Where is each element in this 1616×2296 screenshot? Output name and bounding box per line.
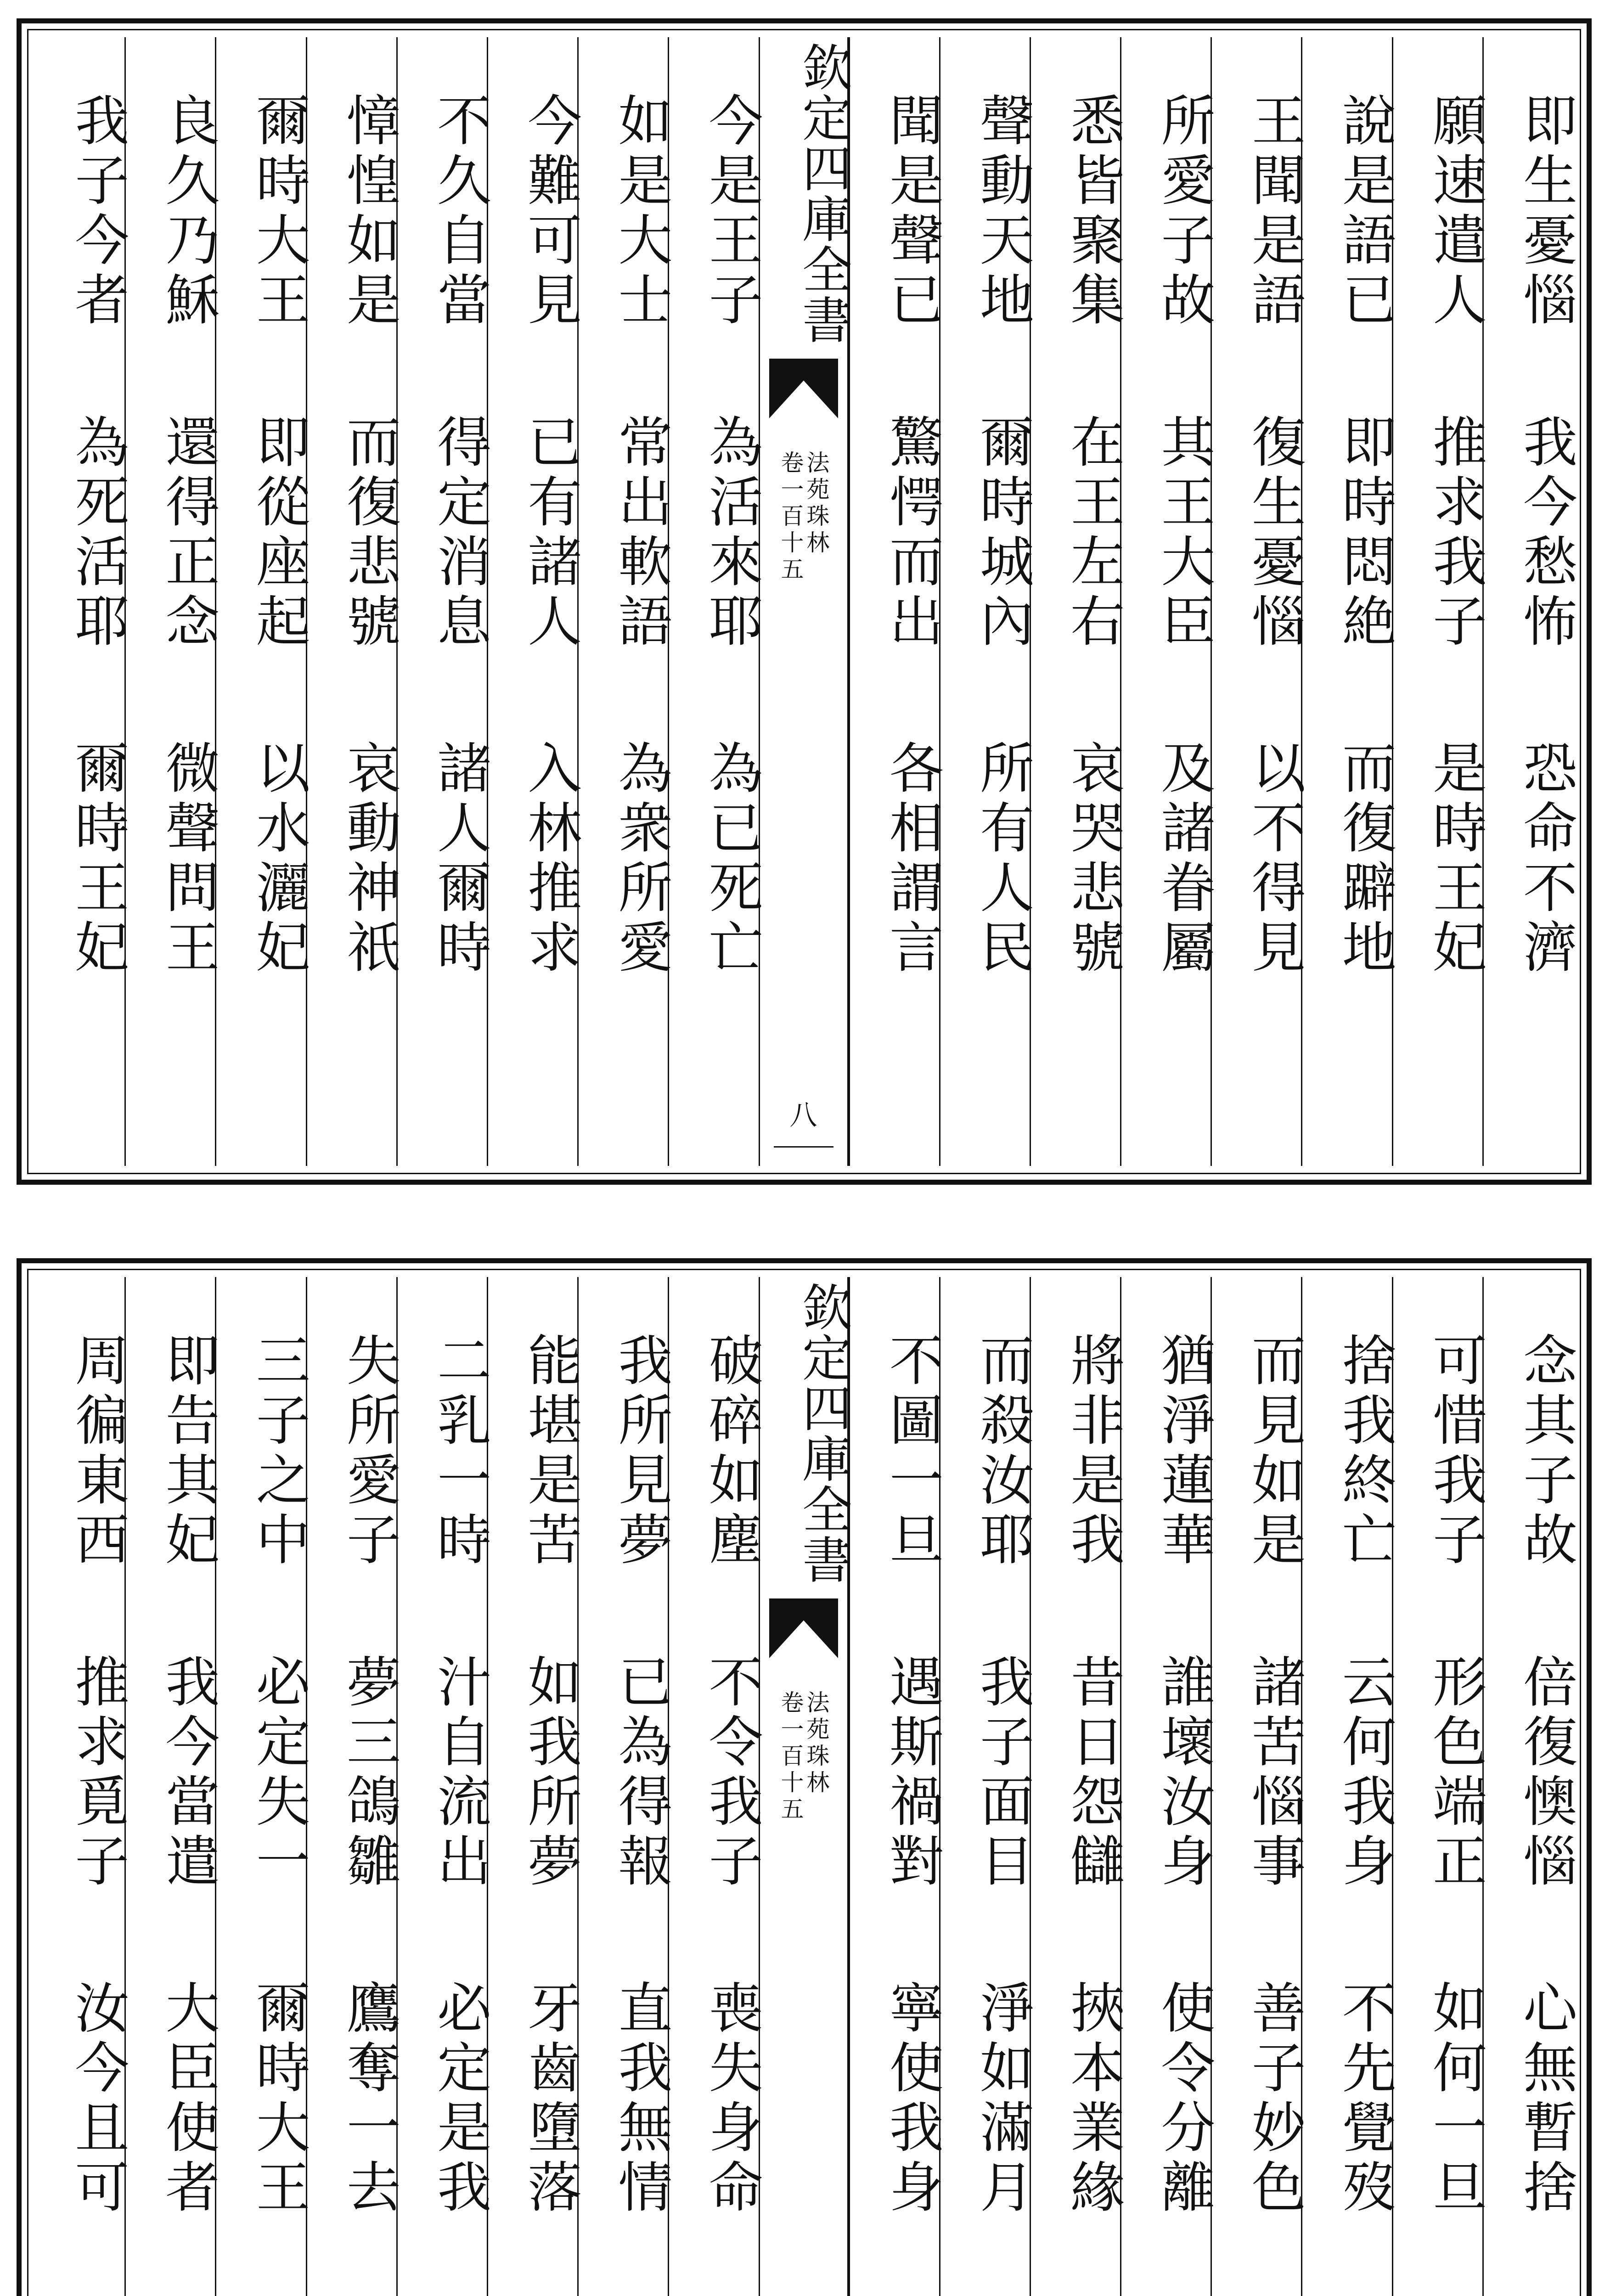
text-column [35,37,130,1166]
phrase: 而復躃地 [1333,740,1396,979]
phrase: 如我所夢 [518,1654,582,1892]
phrase: 周徧東西 [66,1332,130,1571]
phrase: 善子妙色 [1242,1980,1306,2218]
phrase: 悉皆聚集 [1061,92,1125,331]
phrase: 推求覓子 [66,1654,130,1892]
text-column [306,1277,401,2296]
text-column [1482,37,1577,1166]
text-column [1211,37,1306,1166]
phrase: 爾時王妃 [66,740,130,979]
phrase: 哀哭悲號 [1061,740,1125,979]
phrase: 諸人爾時 [428,740,491,979]
phrase: 以不得見 [1242,740,1306,979]
phrase: 而殺汝耶 [970,1332,1034,1571]
phrase: 各相謂言 [880,740,944,979]
text-column [215,1277,310,2296]
phrase: 直我無情 [609,1980,673,2218]
phrase: 倍復懊惱 [1514,1654,1577,1892]
phrase: 不圖一旦 [880,1332,944,1571]
volume-label: 卷一百十五 [777,1690,804,1823]
phrase: 我子今者 [66,92,130,331]
phrase: 為活來耶 [699,414,763,653]
phrase: 挾本業緣 [1061,1980,1125,2218]
phrase: 三子之中 [247,1332,310,1571]
phrase: 汁自流出 [428,1654,491,1892]
text-columns [35,37,1577,1166]
phrase: 哀動神祇 [337,740,401,979]
phrase: 昔日怨讎 [1061,1654,1125,1892]
text-column [939,37,1034,1166]
page-bottom [17,1258,1592,2296]
phrase: 即告其妃 [156,1332,220,1571]
phrase: 是時王妃 [1423,740,1487,979]
phrase: 我所見夢 [609,1332,673,1571]
phrase: 鷹奪一去 [337,1980,401,2218]
text-column [668,37,763,1166]
text-column [124,1277,220,2296]
phrase: 使令分離 [1152,1980,1216,2218]
phrase: 驚愕而出 [880,414,944,653]
phrase: 念其子故 [1514,1332,1577,1571]
phrase: 為死活耶 [66,414,130,653]
text-column [396,1277,491,2296]
phrase: 聞是聲已 [880,92,944,331]
phrase: 聲動天地 [970,92,1034,331]
phrase: 所有人民 [970,740,1034,979]
text-column [577,1277,673,2296]
phrase: 必定是我 [428,1980,491,2218]
phrase: 將非是我 [1061,1332,1125,1571]
phrase: 而復悲號 [337,414,401,653]
phrase: 諸苦惱事 [1242,1654,1306,1892]
phrase: 即生憂惱 [1514,92,1577,331]
phrase: 今是王子 [699,92,763,331]
text-column [306,37,401,1166]
page-top [17,18,1592,1185]
phrase: 說是語已 [1333,92,1396,331]
text-column [124,37,220,1166]
phrase: 推求我子 [1423,414,1487,653]
fish-tail-mark-icon [769,359,838,418]
phrase: 願速遣人 [1423,92,1487,331]
phrase: 喪失身命 [699,1980,763,2218]
text-column [668,1277,763,2296]
phrase: 不令我子 [699,1654,763,1892]
sub-title: 法苑珠林 [803,450,830,557]
phrase: 在王左右 [1061,414,1125,653]
phrase: 不久自當 [428,92,491,331]
text-column [487,37,582,1166]
phrase: 慞惶如是 [337,92,401,331]
fish-tail-mark-icon [769,1598,838,1658]
text-column [1482,1277,1577,2296]
phrase: 微聲問王 [156,740,220,979]
phrase: 即時悶絶 [1333,414,1396,653]
phrase: 為已死亡 [699,740,763,979]
text-column [215,37,310,1166]
phrase: 以水灑妃 [247,740,310,979]
phrase: 能堪是苦 [518,1332,582,1571]
phrase: 入林推求 [518,740,582,979]
sub-title-block [760,450,847,584]
sub-title: 法苑珠林 [803,1690,830,1797]
text-column [939,1277,1034,2296]
phrase: 誰壞汝身 [1152,1654,1216,1892]
phrase: 我今當遣 [156,1654,220,1892]
phrase: 猶淨蓮華 [1152,1332,1216,1571]
phrase: 還得正念 [156,414,220,653]
text-column [1301,37,1396,1166]
phrase: 遇斯禍對 [880,1654,944,1892]
text-column [1120,1277,1216,2296]
phrase: 即從座起 [247,414,310,653]
phrase: 破碎如塵 [699,1332,763,1571]
folio-rule [774,1146,833,1148]
phrase: 爾時城內 [970,414,1034,653]
phrase: 不先覺歿 [1333,1980,1396,2218]
phrase: 復生憂惱 [1242,414,1306,653]
text-columns [35,1277,1577,2296]
phrase: 如是大士 [609,92,673,331]
phrase: 必定失一 [247,1654,310,1892]
phrase: 良久乃穌 [156,92,220,331]
text-column [849,37,944,1166]
phrase: 捨我終亡 [1333,1332,1396,1571]
phrase: 我今愁怖 [1514,414,1577,653]
text-column [849,1277,944,2296]
phrase: 云何我身 [1333,1654,1396,1892]
phrase: 夢三鴿雛 [337,1654,401,1892]
phrase: 今難可見 [518,92,582,331]
phrase: 恐命不濟 [1514,740,1577,979]
phrase: 淨如滿月 [970,1980,1034,2218]
phrase: 而見如是 [1242,1332,1306,1571]
text-column [1211,1277,1306,2296]
phrase: 為衆所愛 [609,740,673,979]
center-fold-column [759,1277,849,2296]
phrase: 得定消息 [428,414,491,653]
text-column [1392,37,1487,1166]
text-column [1030,1277,1125,2296]
phrase: 形色端正 [1423,1654,1487,1892]
text-column [35,1277,130,2296]
text-column [1120,37,1216,1166]
text-column [487,1277,582,2296]
phrase: 王聞是語 [1242,92,1306,331]
phrase: 已為得報 [609,1654,673,1892]
phrase: 牙齒墮落 [518,1980,582,2218]
phrase: 二乳一時 [428,1332,491,1571]
book-title: 欽定四庫全書 [794,42,851,345]
phrase: 及諸眷屬 [1152,740,1216,979]
book-title: 欽定四庫全書 [794,1282,851,1585]
phrase: 如何一旦 [1423,1980,1487,2218]
text-column [1030,37,1125,1166]
text-column [577,37,673,1166]
phrase: 失所愛子 [337,1332,401,1571]
text-column [396,37,491,1166]
phrase: 汝今且可 [66,1980,130,2218]
center-fold-column [759,37,849,1166]
sub-title-block [760,1690,847,1823]
folio-number: 八 [789,1099,817,1131]
phrase: 寧使我身 [880,1980,944,2218]
phrase: 其王大臣 [1152,414,1216,653]
phrase: 爾時大王 [247,1980,310,2218]
phrase: 爾時大王 [247,92,310,331]
phrase: 已有諸人 [518,414,582,653]
phrase: 我子面目 [970,1654,1034,1892]
phrase: 大臣使者 [156,1980,220,2218]
text-column [1301,1277,1396,2296]
phrase: 所愛子故 [1152,92,1216,331]
phrase: 常出軟語 [609,414,673,653]
phrase: 心無暫捨 [1514,1980,1577,2218]
volume-label: 卷一百十五 [777,450,804,584]
phrase: 可惜我子 [1423,1332,1487,1571]
text-column [1392,1277,1487,2296]
